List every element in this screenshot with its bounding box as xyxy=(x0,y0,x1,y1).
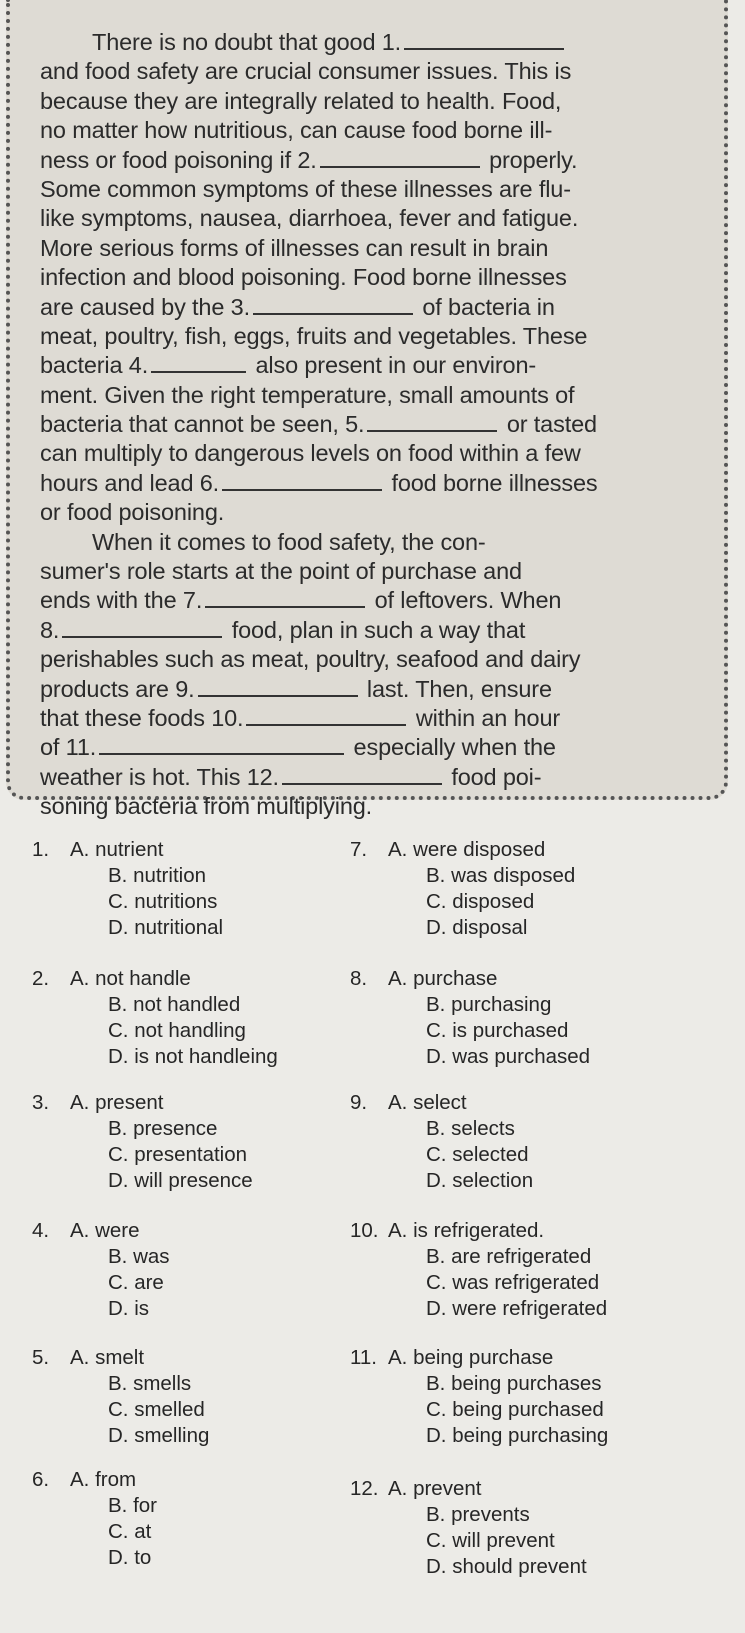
question-8 xyxy=(350,966,728,1070)
question-number: 6. xyxy=(32,1468,50,1491)
option-c[interactable]: C. is purchased xyxy=(426,1019,569,1042)
question-12 xyxy=(350,1476,728,1580)
option-c[interactable]: C. being purchased xyxy=(426,1398,604,1421)
option-c[interactable]: C. not handling xyxy=(108,1019,246,1042)
option-a[interactable] xyxy=(350,1090,728,1116)
option-d[interactable]: D. will presence xyxy=(108,1169,253,1192)
option-text: A. were disposed xyxy=(388,838,546,861)
passage-segment: ment. Given the right temperature, small amounts of xyxy=(40,381,575,408)
option-b[interactable]: B. smells xyxy=(108,1372,192,1395)
option-text: A. from xyxy=(70,1468,137,1491)
option-b[interactable]: B. was xyxy=(108,1245,170,1268)
option-text: A. were xyxy=(70,1219,140,1242)
question-7 xyxy=(350,837,728,941)
option-text: A. purchase xyxy=(388,967,498,990)
option-text: A. is refrigerated. xyxy=(388,1219,545,1242)
passage-segment: More serious forms of illnesses can result in brain xyxy=(40,234,549,261)
question-number: 1. xyxy=(32,838,50,861)
option-c[interactable]: C. disposed xyxy=(426,890,535,913)
question-10 xyxy=(350,1218,728,1322)
question-number: 4. xyxy=(32,1219,50,1242)
option-d[interactable]: D. were refrigerated xyxy=(426,1297,608,1320)
option-b[interactable]: B. not handled xyxy=(108,993,241,1016)
option-d[interactable]: D. is xyxy=(108,1297,149,1320)
passage-segment: products are 9. xyxy=(40,675,195,702)
passage-segment: meat, poultry, fish, eggs, fruits and vegetables. These xyxy=(40,322,588,349)
option-a[interactable] xyxy=(350,966,728,992)
option-b[interactable]: B. being purchases xyxy=(426,1372,602,1395)
option-d[interactable]: D. should prevent xyxy=(426,1555,587,1578)
passage-segment: like symptoms, nausea, diarrhoea, fever and fatigue. xyxy=(40,205,579,232)
option-b[interactable]: B. presence xyxy=(108,1117,218,1140)
passage-segment: bacteria 4. xyxy=(40,352,149,379)
passage-segment: perishables such as meat, poultry, seafood and dairy xyxy=(40,646,581,673)
option-b[interactable]: B. selects xyxy=(426,1117,515,1140)
passage-segment: soning bacteria from multiplying. xyxy=(40,793,373,820)
passage-segment: can multiply to dangerous levels on food within a few xyxy=(40,440,581,467)
option-d[interactable]: D. selection xyxy=(426,1169,534,1192)
passage-segment: weather is hot. This 12. xyxy=(40,763,279,790)
option-a[interactable] xyxy=(350,837,728,863)
passage-segment: and food safety are crucial consumer issues. This is xyxy=(40,58,572,85)
option-text: A. prevent xyxy=(388,1477,482,1500)
option-c[interactable]: C. smelled xyxy=(108,1398,205,1421)
passage-segment: There is no doubt that good 1. xyxy=(92,29,402,55)
passage-segment: especially when the xyxy=(353,734,556,761)
option-c[interactable]: C. selected xyxy=(426,1143,529,1166)
passage-segment: within an hour xyxy=(415,704,561,731)
option-d[interactable]: D. was purchased xyxy=(426,1045,591,1068)
option-b[interactable]: B. for xyxy=(108,1494,157,1517)
option-c[interactable]: C. was refrigerated xyxy=(426,1271,600,1294)
option-d[interactable]: D. is not handleing xyxy=(108,1045,278,1068)
option-b[interactable]: B. nutrition xyxy=(108,864,206,887)
option-text: A. nutrient xyxy=(70,838,164,861)
passage-segment: When it comes to food safety, the con- xyxy=(92,528,486,555)
option-c[interactable]: C. at xyxy=(108,1520,152,1543)
passage-segment: also present in our environ- xyxy=(255,352,537,379)
passage-segment: infection and blood poisoning. Food borne illnesses xyxy=(40,264,567,291)
passage-segment: ends with the 7. xyxy=(40,587,203,614)
passage-segment: are caused by the 3. xyxy=(40,293,250,320)
question-number: 5. xyxy=(32,1346,50,1369)
option-b[interactable]: B. purchasing xyxy=(426,993,552,1016)
option-d[interactable]: D. smelling xyxy=(108,1424,210,1447)
option-d[interactable]: D. disposal xyxy=(426,916,528,939)
passage-segment: because they are integrally related to health. Food, xyxy=(40,87,562,114)
passage-segment: food poi- xyxy=(451,763,542,790)
passage-segment: ness or food poisoning if 2. xyxy=(40,146,317,173)
option-c[interactable]: C. presentation xyxy=(108,1143,248,1166)
question-number: 9. xyxy=(350,1091,368,1114)
option-c[interactable]: C. nutritions xyxy=(108,890,218,913)
option-d[interactable]: D. being purchasing xyxy=(426,1424,609,1447)
passage-segment: food borne illnesses xyxy=(391,469,598,496)
question-number: 8. xyxy=(350,967,368,990)
option-text: A. select xyxy=(388,1091,467,1114)
option-b[interactable]: B. prevents xyxy=(426,1503,530,1526)
question-number: 3. xyxy=(32,1091,50,1114)
passage-segment: last. Then, ensure xyxy=(366,675,552,702)
passage-segment: of leftovers. When xyxy=(374,587,562,614)
question-number: 2. xyxy=(32,967,50,990)
passage-segment: food, plan in such a way that xyxy=(231,616,526,643)
question-number: 7. xyxy=(350,838,368,861)
passage-segment: or tasted xyxy=(506,411,597,438)
option-a[interactable] xyxy=(350,1476,728,1502)
option-text: A. present xyxy=(70,1091,164,1114)
passage-segment: bacteria that cannot be seen, 5. xyxy=(40,411,365,438)
passage-segment: no matter how nutritious, can cause food borne ill- xyxy=(40,117,553,144)
option-text: A. smelt xyxy=(70,1346,145,1369)
option-c[interactable]: C. are xyxy=(108,1271,164,1294)
passage-segment: sumer's role starts at the point of purchase and xyxy=(40,558,522,585)
passage-segment: properly. xyxy=(489,146,578,173)
passage-segment: that these foods 10. xyxy=(40,704,244,731)
question-9 xyxy=(350,1090,728,1194)
option-b[interactable]: B. was disposed xyxy=(426,864,576,887)
option-a[interactable] xyxy=(350,1218,728,1244)
question-number: 12. xyxy=(350,1477,379,1500)
option-d[interactable]: D. to xyxy=(108,1546,152,1569)
option-d[interactable]: D. nutritional xyxy=(108,916,224,939)
passage-segment: or food poisoning. xyxy=(40,499,225,526)
passage-segment: of bacteria in xyxy=(422,293,555,320)
option-text: A. being purchase xyxy=(388,1346,554,1369)
passage-segment: Some common symptoms of these illnesses are flu- xyxy=(40,175,571,202)
question-number: 11. xyxy=(350,1346,377,1369)
passage-segment: of 11. xyxy=(40,734,97,761)
passage-segment: 8. xyxy=(40,616,60,643)
passage-segment: hours and lead 6. xyxy=(40,469,220,496)
option-text: A. not handle xyxy=(70,967,191,990)
option-b[interactable]: B. are refrigerated xyxy=(426,1245,592,1268)
question-number: 10. xyxy=(350,1219,379,1242)
option-a[interactable] xyxy=(350,1345,728,1371)
question-11 xyxy=(350,1345,728,1449)
option-c[interactable]: C. will prevent xyxy=(426,1529,555,1552)
